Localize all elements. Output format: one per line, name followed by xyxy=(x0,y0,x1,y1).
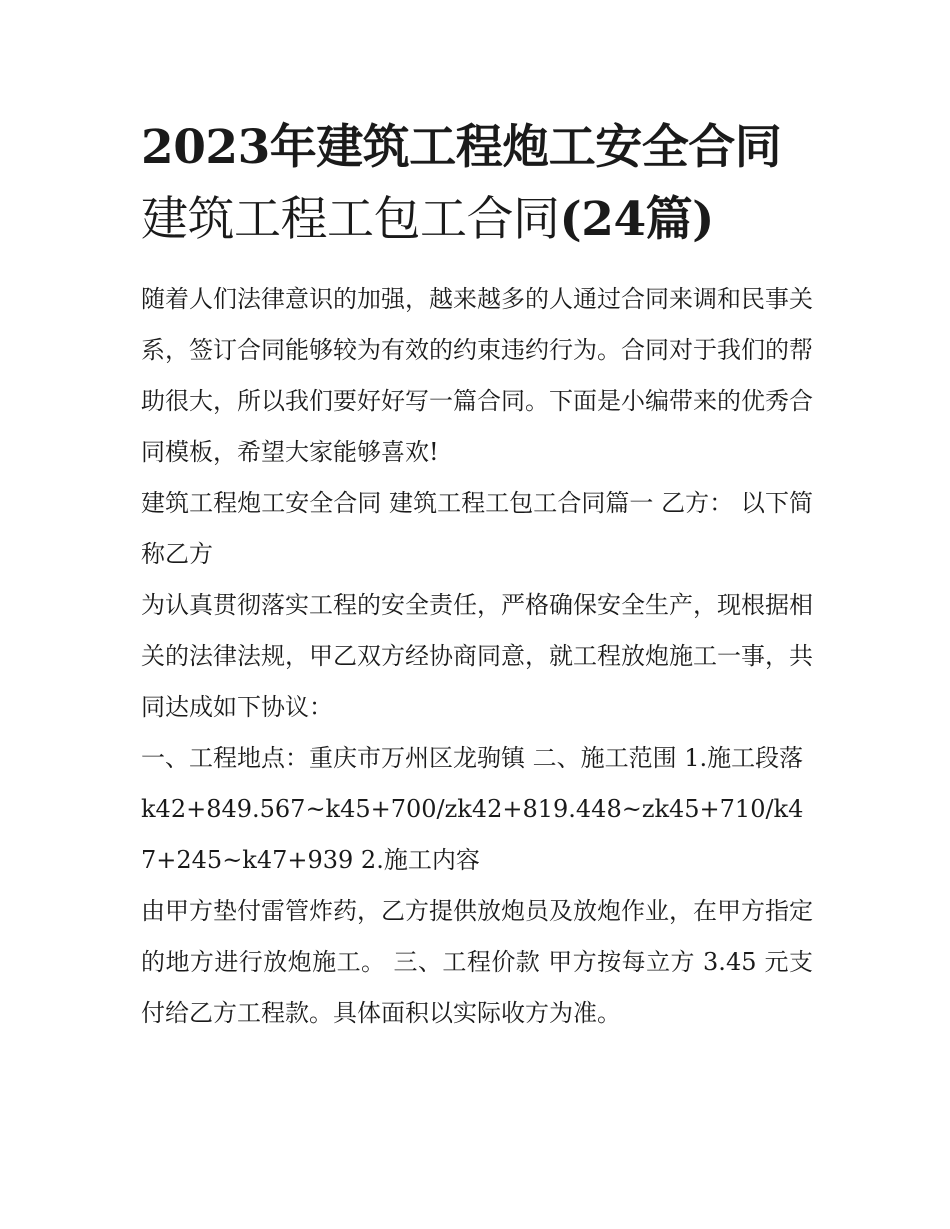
intro-paragraph: 随着人们法律意识的加强，越来越多的人通过合同来调和民事关系，签订合同能够较为有效的约束违约行为。合同对于我们的帮助很大，所以我们要好好写一篇合同。下面是小编带来的优秀合同模板，希望大家能够喜欢! xyxy=(141,285,813,466)
title-line-2-text: 建筑工程工包工合同 xyxy=(141,192,560,247)
chainage-paragraph: k42+849.567~k45+700/zk42+819.448~zk45+710/k47+245~k47+939 2.施工内容 xyxy=(141,795,804,874)
content-price-paragraph: 由甲方垫付雷管炸药，乙方提供放炮员及放炮作业，在甲方指定的地方进行放炮施工。 三、工程价款 甲方按每立方 3.45 元支付给乙方工程款。具体面积以实际收方为准。 xyxy=(141,897,813,1027)
purpose-paragraph: 为认真贯彻落实工程的安全责任，严格确保安全生产，现根据相关的法律法规，甲乙双方经协商同意，就工程放炮施工一事，共同达成如下协议： xyxy=(141,591,813,721)
title-line-1: 2023年建筑工程炮工安全合同 xyxy=(141,120,782,175)
document-page xyxy=(141,112,813,1039)
title-line-2-suffix: (24篇) xyxy=(559,192,714,247)
location-scope-paragraph: 一、工程地点：重庆市万州区龙驹镇 二、施工范围 1.施工段落 xyxy=(141,744,804,772)
title-line-2 xyxy=(141,184,813,256)
document-title xyxy=(141,112,813,256)
section-heading-paragraph: 建筑工程炮工安全合同 建筑工程工包工合同篇一 乙方： 以下简称乙方 xyxy=(141,489,813,568)
